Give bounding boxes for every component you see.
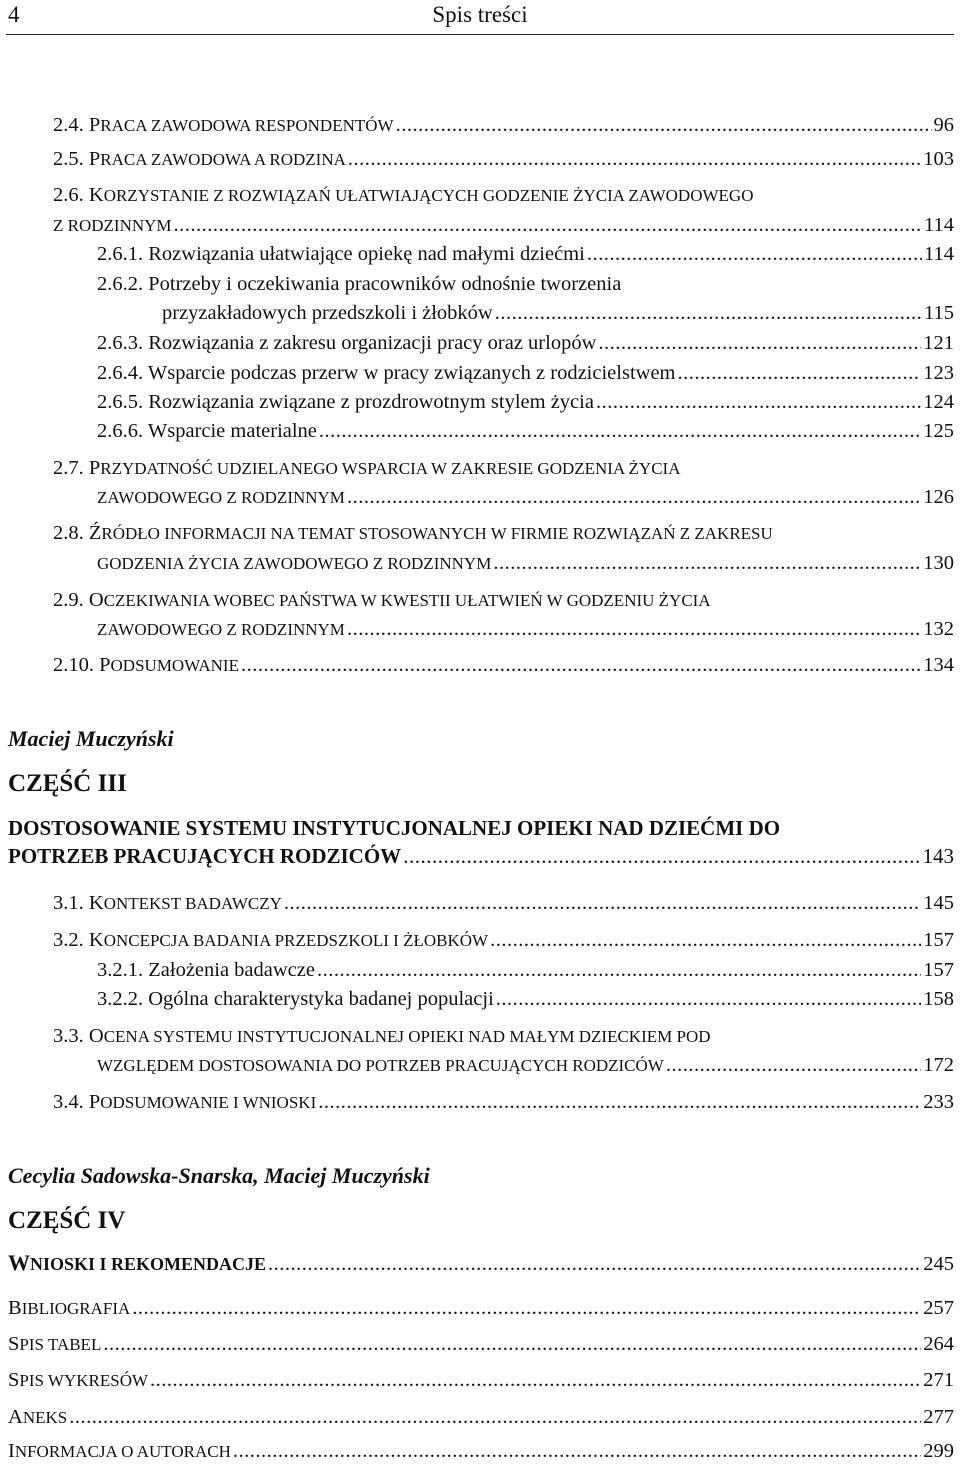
entry-page: 245 (923, 1253, 954, 1275)
entry-title: PIS TABEL (19, 1335, 102, 1354)
entry-page: 125 (923, 420, 954, 442)
entry-page: 124 (923, 391, 954, 413)
part4-title-text: NIOSKI I REKOMENDACJE (30, 1254, 267, 1274)
toc-backmatter[interactable]: ANEKS ..... 277 (8, 1404, 954, 1432)
toc-entry[interactable] (97, 550, 954, 578)
entry-title: ODSUMOWANIE I WNIOSKI (100, 1093, 317, 1112)
toc-entry[interactable]: 2.4. PRACA ZAWODOWA RESPONDENTÓW ..... 96 (53, 112, 954, 140)
entry-title: PIS WYKRESÓW (19, 1371, 149, 1390)
running-title: Spis treści (432, 2, 528, 27)
entry-page: 114 (924, 243, 954, 265)
entry-title: RACA ZAWODOWA RESPONDENTÓW (100, 116, 394, 135)
entry-page: 277 (923, 1406, 954, 1428)
toc-subentry[interactable] (162, 300, 954, 328)
toc-backmatter[interactable]: INFORMACJA O AUTORACH ..... 299 (8, 1438, 954, 1466)
entry-title: 3.2.2. Ogólna charakterystyka badanej populacji (97, 988, 494, 1010)
part4-title[interactable]: WNIOSKI I REKOMENDACJE ..... 245 (8, 1250, 954, 1278)
entry-page: 257 (923, 1297, 954, 1319)
entry-page: 132 (923, 618, 954, 640)
leader-dots (493, 550, 921, 576)
part4-heading: CZĘŚĆ IV (8, 1207, 126, 1234)
toc-entry[interactable]: 3.1. KONTEKST BADAWCZY ..... 145 (53, 890, 954, 918)
entry-number: 2.8. (53, 522, 84, 544)
toc-entry[interactable] (97, 1052, 954, 1080)
entry-title: 2.6.6. Wsparcie materialne (97, 420, 317, 442)
leader-dots (598, 330, 921, 356)
toc-entry[interactable]: 2.10. PODSUMOWANIE ..... 134 (53, 652, 954, 680)
entry-number: 2.5. (53, 148, 84, 170)
leader-dots (69, 1404, 921, 1430)
entry-number: 2.9. (53, 589, 84, 611)
toc-subentry[interactable] (97, 389, 954, 417)
entry-page: 114 (924, 214, 954, 236)
leader-dots (233, 1438, 921, 1464)
entry-title: ONTEKST BADAWCZY (103, 894, 282, 913)
leader-dots (319, 418, 921, 444)
entry-title: RZYDATNOŚĆ UDZIELANEGO WSPARCIA W ZAKRESIE GODZENIA ŻYCIA (100, 459, 681, 478)
toc-backmatter[interactable]: SPIS TABEL ..... 264 (8, 1331, 954, 1359)
toc-backmatter[interactable]: SPIS WYKRESÓW ..... 271 (8, 1367, 954, 1395)
toc-entry-line1[interactable]: 3.3. OCENA SYSTEMU INSTYTUCJONALNEJ OPIEKI NAD MAŁYM DZIECKIEM POD (53, 1025, 711, 1047)
leader-dots (132, 1295, 921, 1321)
toc-subentry[interactable] (97, 957, 954, 985)
entry-title: ODSUMOWANIE (110, 656, 239, 675)
entry-title-cont: Z RODZINNYM (53, 216, 172, 235)
entry-number: 3.2. (53, 929, 84, 951)
entry-title-cont: GODZENIA ŻYCIA ZAWODOWEGO Z RODZINNYM (97, 554, 492, 573)
entry-page: 96 (933, 114, 954, 136)
toc-entry-line1[interactable]: 2.6. KORZYSTANIE Z ROZWIĄZAŃ UŁATWIAJĄCYCH GODZENIE ŻYCIA ZAWODOWEGO (53, 184, 754, 206)
entry-title-cont: ZAWODOWEGO Z RODZINNYM (97, 488, 345, 507)
entry-page: 123 (923, 362, 954, 384)
entry-page: 299 (923, 1440, 954, 1462)
entry-title: NEKS (22, 1408, 68, 1427)
entry-number: 3.3. (53, 1025, 84, 1047)
entry-title: CZEKIWANIA WOBEC PAŃSTWA W KWESTII UŁATWIEŃ W GODZENIU ŻYCIA (103, 591, 711, 610)
toc-subentry[interactable] (97, 330, 954, 358)
entry-page: 233 (923, 1091, 954, 1113)
entry-number: 3.1. (53, 892, 84, 914)
entry-number: 2.4. (53, 114, 84, 136)
entry-title: ONCEPCJA BADANIA PRZEDSZKOLI I ŻŁOBKÓW (103, 931, 489, 950)
leader-dots (495, 300, 922, 326)
entry-page: 115 (924, 302, 954, 324)
leader-dots (677, 360, 921, 386)
page-header (0, 0, 960, 40)
toc-entry-line1[interactable]: 2.7. PRZYDATNOŚĆ UDZIELANEGO WSPARCIA W ZAKRESIE GODZENIA ŻYCIA (53, 457, 681, 479)
leader-dots (347, 616, 921, 642)
toc-subentry[interactable] (97, 241, 954, 269)
leader-dots (150, 1367, 921, 1393)
entry-title: 2.6.1. Rozwiązania ułatwiające opiekę nad małymi dziećmi (97, 243, 585, 265)
leader-dots (396, 112, 932, 138)
entry-page: 130 (923, 552, 954, 574)
entry-title-cont: przyzakładowych przedszkoli i żłobków (162, 302, 493, 324)
toc-entry-line1[interactable]: 2.8. ŹRÓDŁO INFORMACJI NA TEMAT STOSOWANYCH W FIRMIE ROZWIĄZAŃ Z ZAKRESU (53, 522, 773, 544)
entry-page: 145 (923, 892, 954, 914)
toc-entry[interactable] (97, 616, 954, 644)
entry-page: 172 (923, 1054, 954, 1076)
entry-title: 3.2.1. Założenia badawcze (97, 959, 315, 981)
entry-page: 121 (923, 332, 954, 354)
leader-dots (348, 146, 921, 172)
toc-entry[interactable] (53, 212, 954, 240)
leader-dots (317, 957, 921, 983)
toc-subentry[interactable] (97, 986, 954, 1014)
entry-title-cont: ZAWODOWEGO Z RODZINNYM (97, 620, 345, 639)
leader-dots (318, 1089, 921, 1115)
leader-dots (596, 389, 921, 415)
leader-dots (268, 1251, 921, 1277)
toc-subentry[interactable] (97, 360, 954, 388)
leader-dots (587, 241, 922, 267)
part3-author: Maciej Muczyński (8, 726, 174, 751)
entry-title: 2.6.4. Wsparcie podczas przerw w pracy związanych z rodzicielstwem (97, 362, 676, 384)
toc-entry[interactable]: 3.4. PODSUMOWANIE I WNIOSKI ..... 233 (53, 1089, 954, 1117)
entry-page: 158 (923, 988, 954, 1010)
leader-dots (103, 1331, 921, 1357)
entry-page: 143 (922, 844, 954, 868)
leader-dots (666, 1052, 921, 1078)
leader-dots (284, 890, 921, 916)
entry-page: 157 (923, 959, 954, 981)
entry-page: 134 (923, 654, 954, 676)
entry-page: 126 (923, 486, 954, 508)
entry-title-cont: WZGLĘDEM DOSTOSOWANIA DO POTRZEB PRACUJĄCYCH RODZICÓW (97, 1056, 664, 1075)
part3-heading: CZĘŚĆ III (8, 770, 127, 797)
toc-entry[interactable] (97, 484, 954, 512)
entry-number: 2.7. (53, 457, 84, 479)
entry-number: 2.10. (53, 654, 94, 676)
entry-number: 2.6. (53, 184, 84, 206)
entry-title: RÓDŁO INFORMACJI NA TEMAT STOSOWANYCH W FIRMIE ROZWIĄZAŃ Z ZAKRESU (101, 524, 773, 543)
toc-entry[interactable]: 3.2. KONCEPCJA BADANIA PRZEDSZKOLI I ŻŁOBKÓW ..... 157 (53, 927, 954, 955)
entry-title: 2.6.3. Rozwiązania z zakresu organizacji pracy oraz urlopów (97, 332, 597, 354)
entry-page: 264 (923, 1333, 954, 1355)
part3-title-line2: POTRZEB PRACUJĄCYCH RODZICÓW (8, 844, 402, 868)
entry-title: ORZYSTANIE Z ROZWIĄZAŃ UŁATWIAJĄCYCH GODZENIE ŻYCIA ZAWODOWEGO (103, 186, 754, 205)
leader-dots (241, 652, 921, 678)
entry-title: IBLIOGRAFIA (21, 1299, 131, 1318)
entry-title: CENA SYSTEMU INSTYTUCJONALNEJ OPIEKI NAD MAŁYM DZIECKIEM POD (103, 1027, 711, 1046)
entry-title: RACA ZAWODOWA A RODZINA (100, 150, 346, 169)
leader-dots (496, 986, 921, 1012)
header-rule (6, 34, 954, 35)
entry-title: 2.6.5. Rozwiązania związane z prozdrowotnym stylem życia (97, 391, 594, 413)
leader-dots (403, 843, 920, 869)
toc-entry[interactable]: 2.5. PRACA ZAWODOWA A RODZINA ..... 103 (53, 146, 954, 174)
leader-dots (174, 212, 922, 238)
page-number: 4 (8, 2, 20, 27)
leader-dots (490, 927, 921, 953)
toc-backmatter[interactable]: BIBLIOGRAFIA ..... 257 (8, 1295, 954, 1323)
entry-number: 3.4. (53, 1091, 84, 1113)
part3-title-line1[interactable]: DOSTOSOWANIE SYSTEMU INSTYTUCJONALNEJ OPIEKI NAD DZIEĆMI DO (8, 816, 781, 840)
toc-subentry[interactable] (97, 418, 954, 446)
entry-title: NFORMACJA O AUTORACH (14, 1442, 231, 1461)
toc-subentry-line1[interactable]: 2.6.2. Potrzeby i oczekiwania pracowników odnośnie tworzenia (97, 273, 622, 295)
part3-title[interactable] (8, 843, 954, 871)
toc-entry-line1[interactable]: 2.9. OCZEKIWANIA WOBEC PAŃSTWA W KWESTII UŁATWIEŃ W GODZENIU ŻYCIA (53, 589, 711, 611)
entry-page: 157 (923, 929, 954, 951)
entry-page: 103 (923, 148, 954, 170)
leader-dots (347, 484, 921, 510)
entry-page: 271 (923, 1369, 954, 1391)
part4-author: Cecylia Sadowska-Snarska, Maciej Muczyński (8, 1163, 430, 1188)
